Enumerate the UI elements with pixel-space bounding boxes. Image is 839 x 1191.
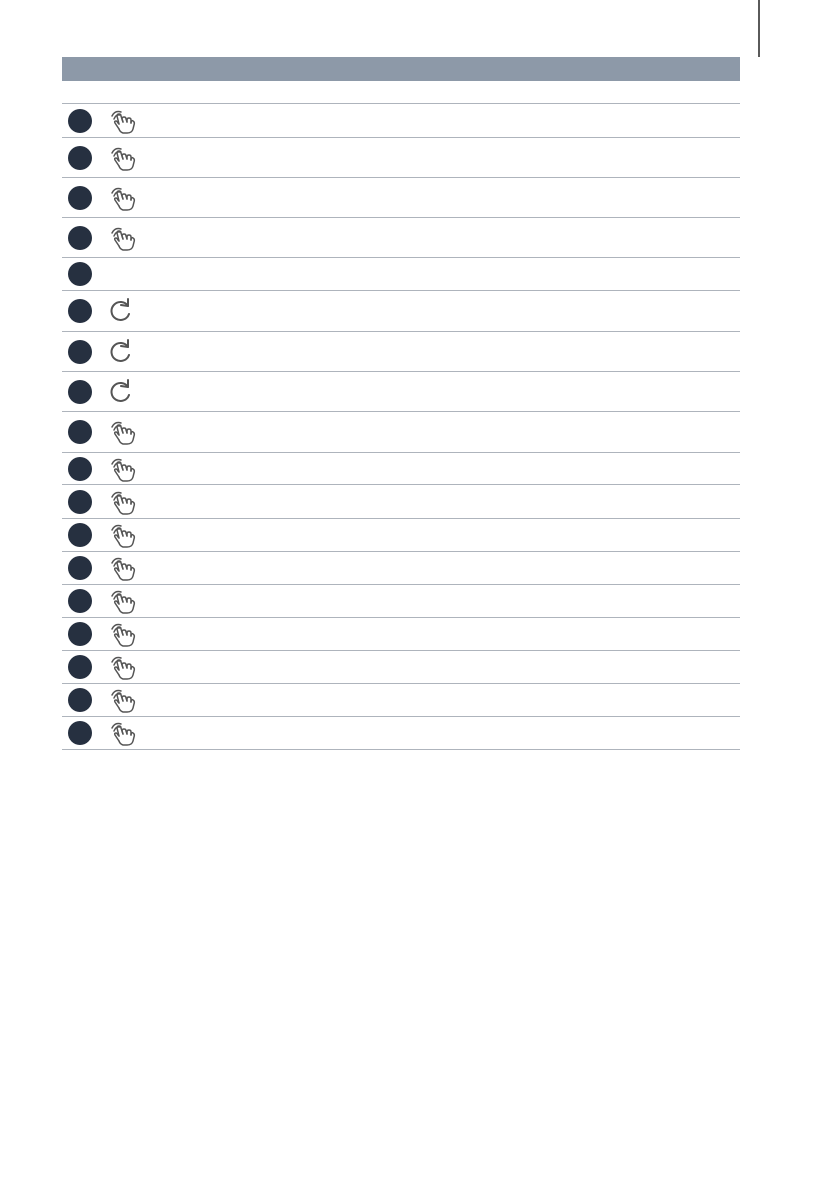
row-marker	[68, 556, 92, 580]
table-row	[62, 104, 740, 138]
row-marker	[68, 523, 92, 547]
table-row	[62, 585, 740, 618]
table-row	[62, 552, 740, 585]
table-row	[62, 684, 740, 717]
table-row	[62, 519, 740, 552]
row-marker	[68, 109, 92, 133]
crop-mark	[758, 0, 766, 57]
row-marker	[68, 622, 92, 646]
tap-icon	[106, 184, 142, 212]
row-marker	[68, 589, 92, 613]
table-row	[62, 218, 740, 258]
table-row	[62, 291, 740, 332]
row-marker	[68, 457, 92, 481]
table-header-spacer	[62, 81, 740, 104]
row-marker	[68, 299, 92, 323]
row-marker	[68, 146, 92, 170]
tap-icon	[106, 587, 142, 615]
tap-icon	[106, 719, 142, 747]
table-row	[62, 412, 740, 453]
tap-icon	[106, 107, 142, 135]
tap-icon	[106, 620, 142, 648]
tap-icon	[106, 653, 142, 681]
symbol-table	[62, 57, 740, 750]
tap-icon	[106, 418, 142, 446]
table-row	[62, 453, 740, 485]
refresh-icon	[106, 378, 142, 406]
row-marker	[68, 721, 92, 745]
empty-icon-slot	[106, 260, 142, 288]
table-row	[62, 138, 740, 178]
row-marker	[68, 262, 92, 286]
table-row	[62, 485, 740, 519]
tap-icon	[106, 224, 142, 252]
table-row	[62, 178, 740, 218]
row-marker	[68, 186, 92, 210]
refresh-icon	[106, 297, 142, 325]
row-marker	[68, 655, 92, 679]
row-marker	[68, 420, 92, 444]
table-header-bar	[62, 57, 740, 81]
row-marker	[68, 340, 92, 364]
table-body	[62, 104, 740, 750]
table-row	[62, 332, 740, 372]
table-row	[62, 618, 740, 651]
table-row	[62, 651, 740, 684]
table-row	[62, 717, 740, 750]
refresh-icon	[106, 338, 142, 366]
tap-icon	[106, 521, 142, 549]
row-marker	[68, 688, 92, 712]
row-marker	[68, 490, 92, 514]
table-row	[62, 372, 740, 412]
tap-icon	[106, 554, 142, 582]
row-marker	[68, 380, 92, 404]
table-row	[62, 258, 740, 291]
tap-icon	[106, 488, 142, 516]
tap-icon	[106, 686, 142, 714]
tap-icon	[106, 455, 142, 483]
row-marker	[68, 226, 92, 250]
tap-icon	[106, 144, 142, 172]
